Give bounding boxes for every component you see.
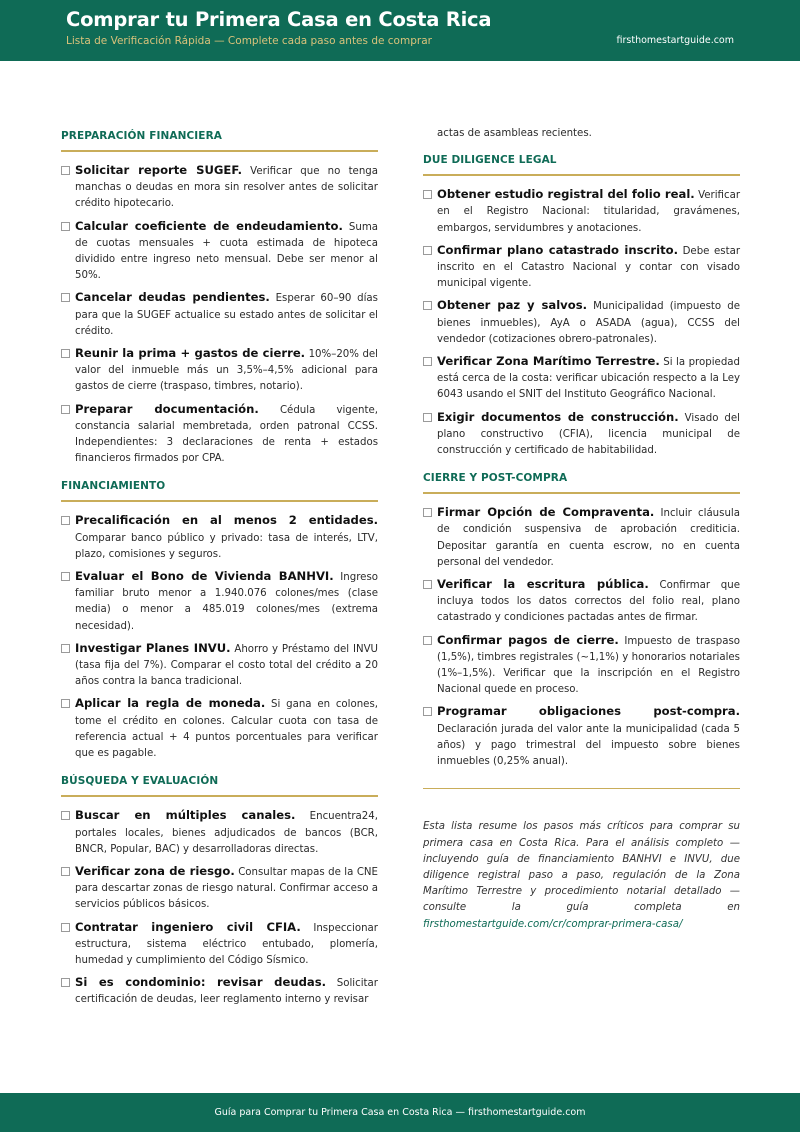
checkbox[interactable]	[61, 572, 70, 581]
checkbox[interactable]	[423, 246, 432, 255]
header-site-link[interactable]: firsthomestartguide.com	[616, 35, 734, 46]
checklist-item-heading: Verificar zona de riesgo.	[75, 863, 235, 878]
checklist-item-text: Debe estar inscrito en el Catastro Nacional y contar con visado municipal vigente.	[437, 245, 741, 290]
checklist-item-text: Impuesto de traspaso (1,5%), timbres registrales (~1,1%) y honorarios notariales (1%–1,5%). Verificar que la inscripción en el Registro Nacional quede en proceso.	[437, 635, 740, 696]
checkbox[interactable]	[61, 222, 70, 231]
checklist-item-text: Verificar en el Registro Nacional: titularidad, gravámenes, embargos, servidumbres y anotaciones.	[437, 190, 741, 234]
note-divider	[423, 788, 740, 789]
section-divider	[423, 492, 740, 494]
checklist-item-heading: Solicitar reporte SUGEF.	[75, 163, 242, 177]
section-title-busqueda-y-evaluacion: BÚSQUEDA Y EVALUACIÓN	[61, 775, 219, 788]
checklist-item	[61, 218, 378, 285]
checklist-item	[61, 401, 378, 468]
checklist-item	[423, 632, 740, 699]
checklist-item-heading: Exigir documentos de construcción.	[437, 409, 679, 424]
checklist-item-text: Esperar 60–90 días para que la SUGEF actualice su estado antes de solicitar el crédito.	[75, 293, 378, 337]
checklist-item-text: Si gana en colones, tome el crédito en colones. Calcular cuota con tasa de referencia actual + 4 puntos porcentuales para verificar que es pagable.	[75, 699, 378, 760]
left-column	[61, 122, 378, 1014]
page-footer	[0, 1093, 800, 1132]
checklist-item-text: Comparar banco público y privado: tasa de interés, LTV, plazo, comisiones y seguros.	[75, 532, 378, 560]
checkbox[interactable]	[61, 349, 70, 358]
checklist-item-heading: Aplicar la regla de moneda.	[75, 696, 266, 711]
checkbox[interactable]	[423, 357, 432, 366]
checkbox[interactable]	[423, 508, 432, 517]
page-header	[0, 0, 800, 61]
section-title-due-diligence-legal: DUE DILIGENCE LEGAL	[423, 154, 557, 167]
checklist-item-text: Visado del plano constructivo (CFIA), licencia municipal de construcción y certificado de habitabilidad.	[437, 412, 740, 457]
closing-note	[423, 819, 740, 932]
checklist-item-text: Consultar mapas de la CNE para descartar zonas de riesgo natural. Confirmar acceso a servicios públicos básicos.	[75, 866, 378, 911]
right-column	[423, 122, 740, 933]
page-subtitle: Lista de Verificación Rápida — Complete cada paso antes de comprar	[66, 35, 432, 47]
checklist-item-text: Verificar que no tenga manchas o deudas en mora sin resolver antes de solicitar crédito hipotecario.	[75, 166, 378, 210]
checklist-item	[61, 919, 378, 970]
checkbox[interactable]	[423, 413, 432, 422]
guide-link[interactable]: firsthomestartguide.com/cr/comprar-primera-casa/	[423, 918, 683, 930]
checklist-item-heading: Obtener estudio registral del folio real.	[437, 187, 695, 202]
checkbox[interactable]	[61, 405, 70, 414]
checklist-item-heading: Confirmar plano catastrado inscrito.	[437, 242, 679, 257]
checklist-item-heading: Verificar Zona Marítimo Terrestre.	[437, 354, 660, 369]
continued-text: actas de asambleas recientes.	[437, 128, 592, 139]
checklist-item-heading: Obtener paz y salvos.	[437, 298, 588, 313]
checklist-item-heading: Firmar Opción de Compraventa.	[437, 505, 655, 520]
checklist-item-heading: Precalificación en al menos 2 entidades.	[75, 513, 378, 528]
checklist-item-heading: Programar obligaciones post-compra.	[437, 704, 740, 719]
checklist-item-text: 10%–20% del valor del inmueble más un 3,5%–4,5% adicional para gastos de cierre (traspaso, timbres, notario).	[75, 349, 379, 393]
checklist-item-heading: Buscar en múltiples canales.	[75, 808, 296, 823]
checklist-item	[423, 242, 740, 293]
checklist-item-text: Declaración jurada del valor ante la municipalidad (cada 5 años) y pago trimestral del impuesto sobre bienes inmuebles (0,25% anual).	[437, 723, 740, 768]
checklist-item-heading: Verificar la escritura pública.	[437, 577, 649, 592]
checklist-item	[423, 504, 740, 571]
footer-text: Guía para Comprar tu Primera Casa en Costa Rica — firsthomestartguide.com	[214, 1107, 586, 1118]
closing-note-text: Esta lista resume los pasos más críticos para comprar su primera casa en Costa Rica. Para el análisis completo — incluyendo guía de financiamiento BANHVI e INVU, due diligence registral paso a paso, regulación de la Zona Marítimo Terrestre y procedimiento notarial detallado — consulte la guía completa en	[423, 821, 740, 914]
checklist-item-text: Incluir cláusula de condición suspensiva de aprobación crediticia. Depositar garantía en cuenta escrow, no en cuenta personal del vendedor.	[437, 508, 740, 568]
checkbox[interactable]	[61, 699, 70, 708]
checkbox[interactable]	[61, 644, 70, 653]
checklist-item	[423, 353, 740, 404]
checklist-item	[61, 807, 378, 858]
checklist-item-heading: Preparar documentación.	[75, 401, 259, 416]
checklist-item-heading: Evaluar el Bono de Vivienda BANHVI.	[75, 569, 334, 584]
checkbox[interactable]	[61, 811, 70, 820]
checklist-item-text: Municipalidad (impuesto de bienes inmuebles), AyA o ASADA (agua), CCSS del vendedor (cotizaciones obrero-patronales).	[437, 301, 740, 345]
section-divider	[423, 174, 740, 176]
checklist-item-text: Suma de cuotas mensuales + cuota estimada de hipoteca dividido entre ingreso neto mensual. Debe ser menor al 50%.	[75, 221, 378, 282]
checkbox[interactable]	[61, 923, 70, 932]
checklist-item	[61, 695, 378, 762]
checklist-item-text: Inspeccionar estructura, sistema eléctrico entubado, plomería, humedad y cumplimiento del Código Sísmico.	[75, 922, 378, 966]
checklist-item-text: Encuentra24, portales locales, bienes adjudicados de bancos (BCR, BNCR, Popular, BAC) y desarrolladoras directas.	[75, 811, 378, 855]
checklist-item-text: Ingreso familiar bruto menor a 1.940.076 colones/mes (clase media) o menor a 485.019 colones/mes (extrema necesidad).	[75, 572, 378, 632]
checklist-item-text: Cédula vigente, constancia salarial membretada, orden patronal CCSS. Independientes: 3 declaraciones de renta + estados financieros firmados por CPA.	[75, 404, 378, 465]
section-title-cierre-y-post-compra: CIERRE Y POST-COMPRA	[423, 472, 568, 485]
section-divider	[61, 500, 378, 502]
section-title-preparacion-financiera: PREPARACIÓN FINANCIERA	[61, 130, 222, 142]
checklist-item	[423, 297, 740, 348]
page-title: Comprar tu Primera Casa en Costa Rica	[66, 8, 492, 31]
checklist-item	[61, 640, 378, 691]
checklist-item-text: Confirmar que incluya todos los datos correctos del folio real, plano catastrado y condiciones pactadas antes de firmar.	[437, 580, 740, 624]
checklist-item	[423, 186, 740, 237]
checklist-item-text: Solicitar certificación de deudas, leer reglamento interno y revisar	[75, 978, 378, 1006]
checkbox[interactable]	[423, 636, 432, 645]
checklist-item	[423, 576, 740, 627]
checkbox[interactable]	[61, 516, 70, 525]
checklist-item-heading: Contratar ingeniero civil CFIA.	[75, 919, 301, 934]
checklist-item	[61, 863, 378, 914]
section-divider	[61, 150, 378, 152]
section-divider	[61, 795, 378, 797]
checkbox[interactable]	[61, 867, 70, 876]
checklist-item-heading: Si es condominio: revisar deudas.	[75, 975, 326, 990]
checklist-item-heading: Cancelar deudas pendientes.	[75, 290, 270, 305]
checklist-item-heading: Investigar Planes INVU.	[75, 640, 231, 655]
checkbox[interactable]	[423, 580, 432, 589]
checklist-item	[61, 568, 378, 635]
checklist-item	[423, 703, 740, 770]
checklist-item	[61, 974, 378, 1008]
checkbox[interactable]	[423, 707, 432, 716]
checkbox[interactable]	[423, 301, 432, 310]
section-title-financiamiento: FINANCIAMIENTO	[61, 480, 166, 493]
checklist-item	[423, 409, 740, 460]
checkbox[interactable]	[61, 293, 70, 302]
checklist-item	[61, 345, 378, 396]
checklist-item-heading: Confirmar pagos de cierre.	[437, 632, 619, 647]
checklist-item	[61, 162, 378, 213]
checklist-item	[61, 289, 378, 340]
checkbox[interactable]	[423, 190, 432, 199]
checkbox[interactable]	[61, 978, 70, 987]
checkbox[interactable]	[61, 166, 70, 175]
checklist-item-text: Ahorro y Préstamo del INVU (tasa fija del 7%). Comparar el costo total del crédito a 20 años contra la banca tradicional.	[75, 643, 378, 688]
checklist-item-heading: Calcular coeficiente de endeudamiento.	[75, 218, 343, 233]
checklist-item	[61, 512, 378, 563]
checklist-item-heading: Reunir la prima + gastos de cierre.	[75, 346, 306, 361]
checklist-item-text: Si la propiedad está cerca de la costa: verificar ubicación respecto a la Ley 6043 usando el SNIT del Instituto Geográfico Nacional.	[437, 357, 740, 401]
